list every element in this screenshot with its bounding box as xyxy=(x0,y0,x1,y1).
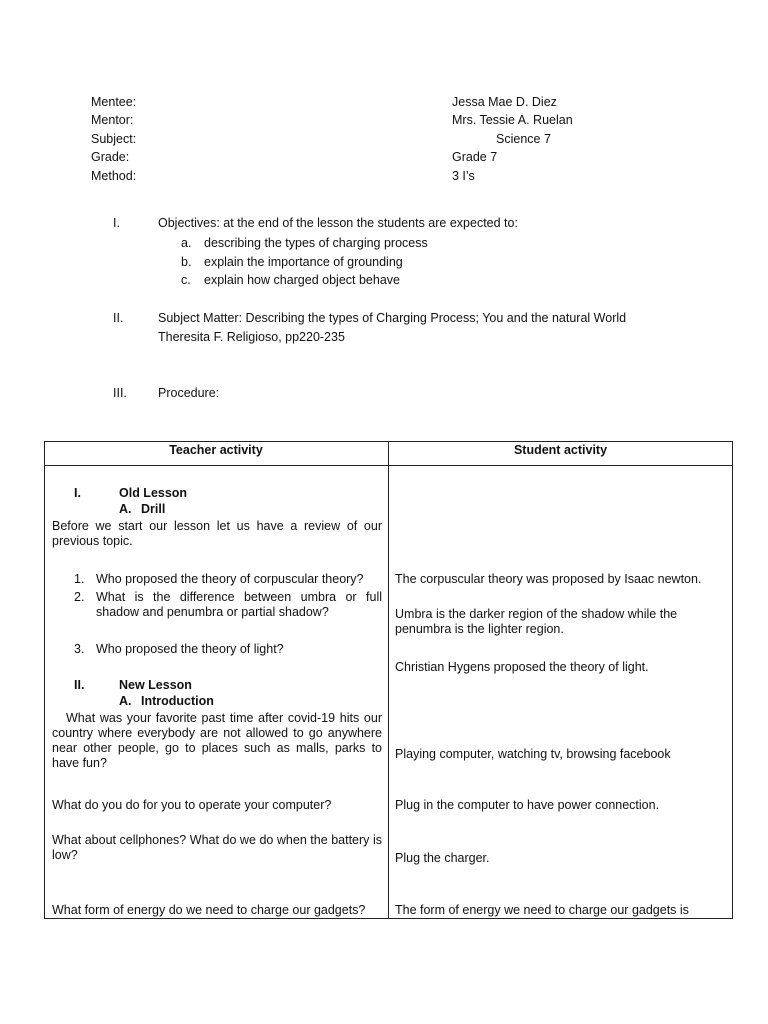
drill-letter: A. xyxy=(119,502,132,516)
mentor-value: Mrs. Tessie A. Ruelan xyxy=(452,113,573,127)
objective-item: describing the types of charging process xyxy=(204,236,428,250)
computer-question: What do you do for you to operate your computer? xyxy=(52,798,332,812)
procedure-heading: Procedure: xyxy=(158,386,220,400)
student-answer: The form of energy we need to charge our gadgets is xyxy=(395,903,689,917)
objectives-numeral: I. xyxy=(113,216,120,230)
intro-question: What was your favorite past time after covid-19 hits our country where everybody are not allowed to go anywhere near other people, go to places such as malls, parks to have fun? xyxy=(52,711,382,770)
question-text: Who proposed the theory of corpuscular theory? xyxy=(96,572,364,586)
question-number: 3. xyxy=(74,642,85,656)
student-answer: The corpuscular theory was proposed by Isaac newton. xyxy=(395,572,702,586)
subject-matter-line2: Theresita F. Religioso, pp220-235 xyxy=(158,330,345,344)
subject-label: Subject: xyxy=(91,132,137,146)
student-activity-header: Student activity xyxy=(513,443,608,457)
grade-value: Grade 7 xyxy=(452,150,498,164)
teacher-activity-header: Teacher activity xyxy=(169,443,263,457)
table-column-divider xyxy=(388,441,389,919)
new-lesson-heading: New Lesson xyxy=(119,678,192,692)
drill-heading: Drill xyxy=(141,502,166,516)
student-answer: Christian Hygens proposed the theory of light. xyxy=(395,660,649,674)
grade-label: Grade: xyxy=(91,150,130,164)
question-number: 2. xyxy=(74,590,85,604)
mentor-label: Mentor: xyxy=(91,113,134,127)
method-value: 3 I’s xyxy=(452,169,475,183)
procedure-numeral: III. xyxy=(113,386,127,400)
objective-letter: b. xyxy=(181,255,192,269)
student-answer: Umbra is the darker region of the shadow while the penumbra is the lighter region. xyxy=(395,607,678,636)
objective-letter: a. xyxy=(181,236,192,250)
student-answer: Plug the charger. xyxy=(395,851,490,865)
question-text: What is the difference between umbra or full shadow and penumbra or partial shadow? xyxy=(96,590,382,619)
student-answer: Plug in the computer to have power connection. xyxy=(395,798,660,812)
objectives-heading: Objectives: at the end of the lesson the students are expected to: xyxy=(158,216,518,230)
objective-letter: c. xyxy=(181,273,191,287)
review-text: Before we start our lesson let us have a review of our previous topic. xyxy=(52,519,382,548)
energy-question: What form of energy do we need to charge our gadgets? xyxy=(52,903,366,917)
subject-value: Science 7 xyxy=(496,132,551,146)
cellphone-question: What about cellphones? What do we do when the battery is low? xyxy=(52,833,382,862)
introduction-letter: A. xyxy=(119,694,132,708)
subject-matter-numeral: II. xyxy=(113,311,124,325)
question-text: Who proposed the theory of light? xyxy=(96,642,284,656)
old-lesson-numeral: I. xyxy=(74,486,81,500)
procedure-table xyxy=(44,441,733,919)
mentee-label: Mentee: xyxy=(91,95,137,109)
method-label: Method: xyxy=(91,169,137,183)
introduction-heading: Introduction xyxy=(141,694,214,708)
new-lesson-numeral: II. xyxy=(74,678,85,692)
student-answer: Playing computer, watching tv, browsing facebook xyxy=(395,747,671,761)
old-lesson-heading: Old Lesson xyxy=(119,486,188,500)
question-number: 1. xyxy=(74,572,85,586)
objective-item: explain how charged object behave xyxy=(204,273,400,287)
objective-item: explain the importance of grounding xyxy=(204,255,403,269)
mentee-value: Jessa Mae D. Diez xyxy=(452,95,557,109)
subject-matter-line1: Subject Matter: Describing the types of Charging Process; You and the natural World xyxy=(158,311,627,325)
